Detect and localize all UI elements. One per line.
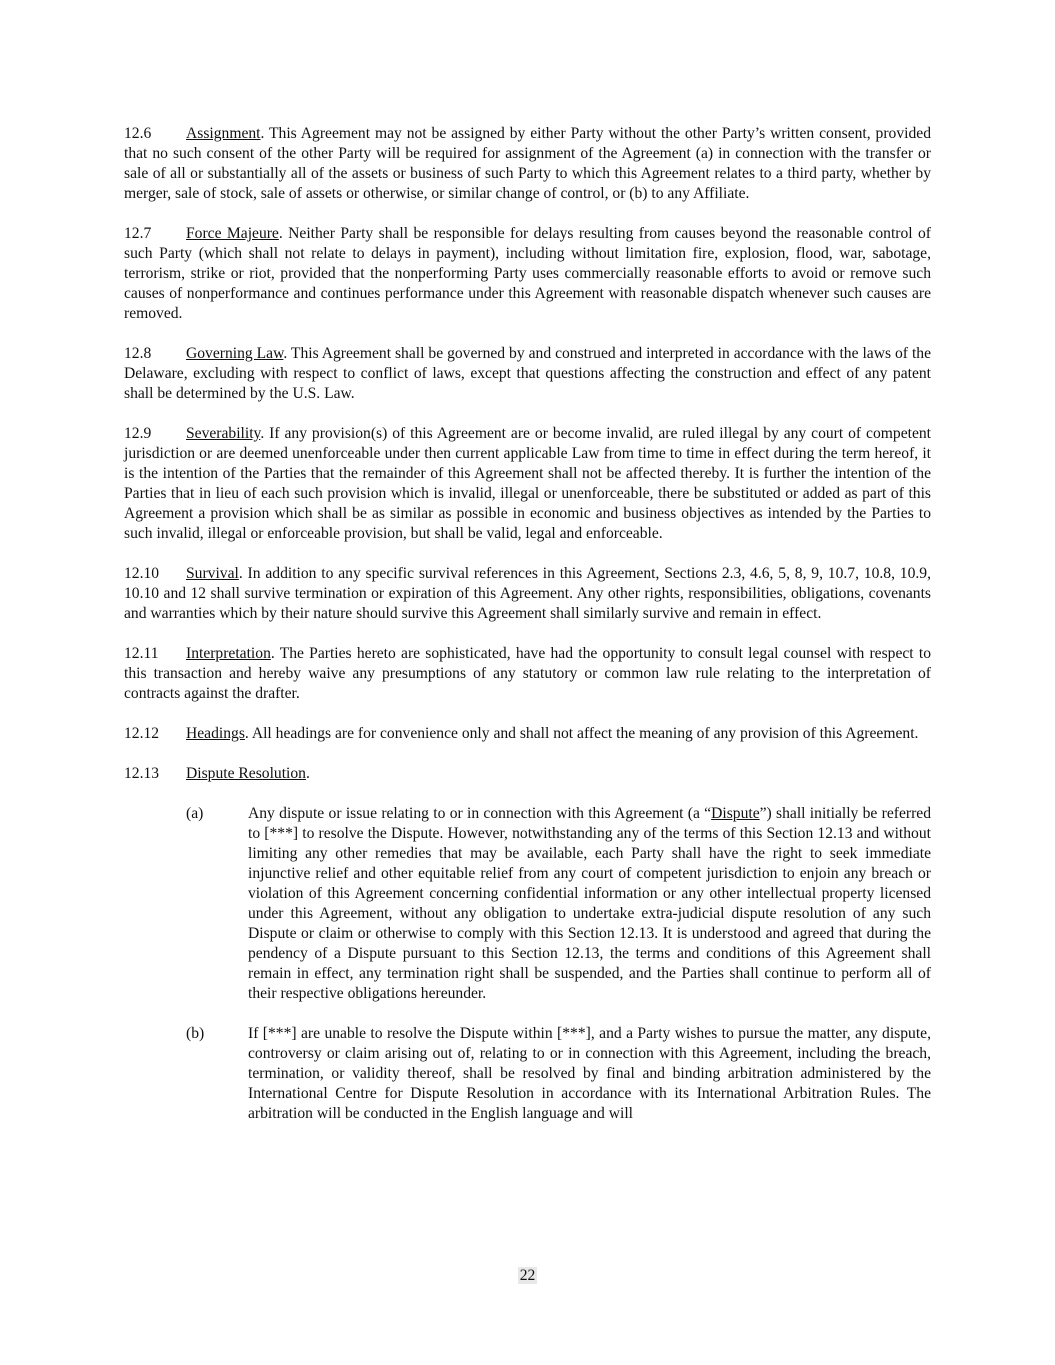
section-heading: Severability: [186, 425, 261, 442]
subsection-text: If [***] are unable to resolve the Dispute within [***], and a Party wishes to pursue the matter, any dispute, controversy or claim arising out of, relating to or in connection with this Agreement, including the breach, termination, or validity thereof, shall be resolved by final and binding arbitration administered by the International Centre for Dispute Resolution in accordance with its International Arbitration Rules. The arbitration will be conducted in the English language and will: [248, 1025, 931, 1122]
section-number: 12.8: [124, 345, 152, 362]
section-number: 12.10: [124, 565, 160, 582]
section-number: 12.9: [124, 425, 152, 442]
section-12-9: [124, 424, 931, 544]
section-number: 12.13: [124, 765, 160, 782]
section-text: . All headings are for convenience only and shall not affect the meaning of any provision of this Agreement.: [244, 725, 919, 742]
section-heading: Dispute Resolution: [186, 765, 306, 782]
subsection-label: (b): [186, 1025, 205, 1042]
section-heading: Force Majeure: [186, 225, 279, 242]
section-text: . If any provision(s) of this Agreement are or become invalid, are ruled illegal by any court of competent jurisdiction or are deemed unenforceable under then current applicable Law from time to time in effect during the term hereof, it is the intention of the Parties that the remainder of this Agreement shall not be affected thereby. It is further the intention of the Parties that in lieu of each such provision which is invalid, illegal or unenforceable, there be substituted or added as part of this Agreement a provision which shall be as similar as possible in economic and business objectives as intended by the Parties to such invalid, illegal or enforceable provision, but shall be valid, legal and enforceable.: [124, 425, 931, 542]
subsection-text: ”) shall initially be referred to [***] to resolve the Dispute. However, notwithstanding any of the terms of this Section 12.13 and without limiting any other remedies that may be available, each Party shall have the right to seek immediate injunctive relief and other equitable relief from any court of competent jurisdiction to enjoin any breach or violation of this Agreement concerning confidential information or any other intellectual property licensed under this Agreement, without any obligation to undertake extra-judicial dispute resolution of any such Dispute or claim or otherwise to comply with this Section 12.13. It is understood and agreed that during the pendency of a Dispute pursuant to this Section 12.13, the terms and conditions of this Agreement shall remain in effect, any termination right shall be suspended, and the Parties shall continue to perform all of their respective obligations hereunder.: [248, 805, 931, 1002]
section-heading: Headings: [186, 725, 245, 742]
section-text: . The Parties hereto are sophisticated, have had the opportunity to consult legal counsel with respect to this transaction and hereby waive any presumptions of any statutory or common law rule relating to the interpretation of contracts against the drafter.: [124, 645, 931, 702]
section-text: . Neither Party shall be responsible for delays resulting from causes beyond the reasonable control of such Party (which shall not relate to delays in payment), including without limitation fire, explosion, flood, war, sabotage, terrorism, strike or riot, provided that the nonperforming Party uses commercially reasonable efforts to avoid or remove such causes of nonperformance and continues performance under this Agreement with reasonable dispatch whenever such causes are removed.: [124, 225, 931, 322]
section-12-11: [124, 644, 931, 704]
defined-term: Dispute: [711, 805, 760, 822]
section-12-8: [124, 344, 931, 404]
section-text: . This Agreement shall be governed by and construed and interpreted in accordance with the laws of the Delaware, excluding with respect to conflict of laws, except that questions affecting the construction and effect of any patent shall be determined by the U.S. Law.: [124, 345, 932, 402]
section-12-10: [124, 564, 931, 624]
section-heading: Assignment: [186, 125, 261, 142]
document-page: [124, 124, 931, 1144]
page-number-text: 22: [519, 1267, 536, 1284]
page-number: [0, 1266, 1055, 1286]
section-number: 12.11: [124, 645, 159, 662]
subsection-text: Any dispute or issue relating to or in connection with this Agreement (a “: [248, 805, 712, 822]
subsection-label: (a): [186, 805, 204, 822]
section-heading: Interpretation: [186, 645, 271, 662]
section-12-13: [124, 764, 931, 784]
section-12-12: [124, 724, 931, 744]
section-text: . This Agreement may not be assigned by either Party without the other Party’s written consent, provided that no such consent of the other Party will be required for assignment of the Agreement (a) in connection with the transfer or sale of all or substantially all of the assets or business of such Party to which this Agreement relates to a third party, whether by merger, sale of stock, sale of assets or otherwise, or similar change of control, or (b) to any Affiliate.: [124, 125, 931, 202]
section-number: 12.6: [124, 125, 152, 142]
section-text: . In addition to any specific survival references in this Agreement, Sections 2.3, 4.6, 5, 8, 9, 10.7, 10.8, 10.9, 10.10 and 12 shall survive termination or expiration of this Agreement. Any other rights, responsibilities, obligations, covenants and warranties which by their nature should survive this Agreement shall similarly survive and remain in effect.: [124, 565, 931, 622]
section-heading: Governing Law: [186, 345, 284, 362]
subsection-a: [124, 804, 931, 1004]
section-text: .: [305, 765, 310, 782]
section-12-6: [124, 124, 931, 204]
section-12-7: [124, 224, 931, 324]
section-heading: Survival: [186, 565, 239, 582]
section-number: 12.7: [124, 225, 152, 242]
subsection-b: [124, 1024, 931, 1124]
section-number: 12.12: [124, 725, 160, 742]
